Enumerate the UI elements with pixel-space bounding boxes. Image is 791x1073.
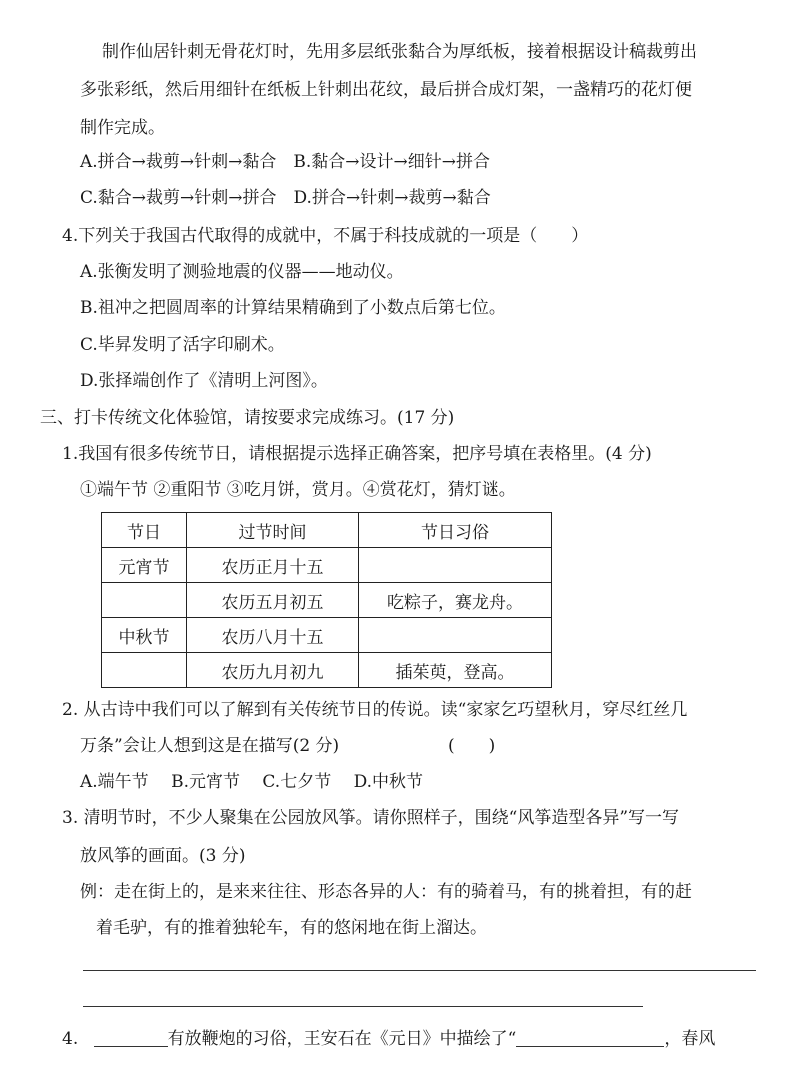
s3-question-4-line <box>62 1028 715 1049</box>
festival-cell-blank[interactable] <box>102 583 187 618</box>
passage-line-1: 制作仙居针刺无骨花灯时，先用多层纸张黏合为厚纸板，接着根据设计稿裁剪出 <box>102 42 697 62</box>
festival-table <box>101 512 552 688</box>
date-cell: 农历九月初九 <box>187 653 359 688</box>
s3-question-1-choices: ①端午节 ②重阳节 ③吃月饼，赏月。④赏花灯，猜灯谜。 <box>80 480 516 500</box>
table-row <box>102 618 552 653</box>
festival-cell: 元宵节 <box>102 548 187 583</box>
table-header-row <box>102 513 552 548</box>
table-header-cell: 节日习俗 <box>359 513 552 548</box>
s3-question-1-stem: 1.我国有很多传统节日，请根据提示选择正确答案，把序号填在表格里。(4 分) <box>62 444 652 464</box>
option-line-cd: C.黏合→裁剪→针刺→拼合 D.拼合→针刺→裁剪→黏合 <box>80 188 491 208</box>
example-line-2: 着毛驴，有的推着独轮车，有的悠闲地在街上溜达。 <box>96 918 487 938</box>
answer-line-2[interactable] <box>83 1006 643 1007</box>
s3-question-4-number: 4. <box>62 1029 79 1049</box>
table-header-cell: 节日 <box>102 513 187 548</box>
question-4-option-d: D.张择端创作了《清明上河图》。 <box>80 371 328 391</box>
fill-blank-1[interactable] <box>94 1028 168 1047</box>
answer-parentheses[interactable]: ( ) <box>448 736 496 756</box>
answer-line-1[interactable] <box>83 970 756 971</box>
s3-question-2-line-2: 万条”会让人想到这是在描写(2 分) <box>80 736 340 756</box>
passage-line-2: 多张彩纸，然后用细针在纸板上针刺出花纹，最后拼合成灯架，一盏精巧的花灯便 <box>80 80 692 100</box>
fill-blank-2[interactable] <box>516 1028 664 1047</box>
custom-cell-blank[interactable] <box>359 618 552 653</box>
festival-cell: 中秋节 <box>102 618 187 653</box>
custom-cell: 插茱萸，登高。 <box>359 653 552 688</box>
s3-question-2-line-1: 2. 从古诗中我们可以了解到有关传统节日的传说。读“家家乞巧望秋月，穿尽红丝几 <box>62 700 688 720</box>
custom-cell-blank[interactable] <box>359 548 552 583</box>
question-4-option-a: A.张衡发明了测验地震的仪器——地动仪。 <box>80 262 404 282</box>
section-3-heading: 三、打卡传统文化体验馆，请按要求完成练习。(17 分) <box>40 408 455 428</box>
table-row <box>102 548 552 583</box>
table-row <box>102 583 552 618</box>
passage-line-3: 制作完成。 <box>80 118 165 138</box>
date-cell: 农历五月初五 <box>187 583 359 618</box>
question-4-stem: 4.下列关于我国古代取得的成就中，不属于科技成就的一项是（ ） <box>62 226 589 246</box>
s3-question-2-options: A.端午节 B.元宵节 C.七夕节 D.中秋节 <box>80 772 424 792</box>
s3-question-4-text-2: ，春风 <box>664 1029 716 1049</box>
question-4-option-b: B.祖冲之把圆周率的计算结果精确到了小数点后第七位。 <box>80 298 506 318</box>
option-line-ab: A.拼合→裁剪→针刺→黏合 B.黏合→设计→细针→拼合 <box>80 152 491 172</box>
date-cell: 农历八月十五 <box>187 618 359 653</box>
s3-question-3-line-1: 3. 清明节时，不少人聚集在公园放风筝。请你照样子，围绕“风筝造型各异”写一写 <box>62 808 680 828</box>
example-line-1: 例：走在街上的，是来来往往、形态各异的人：有的骑着马，有的挑着担，有的赶 <box>80 882 692 902</box>
date-cell: 农历正月十五 <box>187 548 359 583</box>
festival-cell-blank[interactable] <box>102 653 187 688</box>
question-4-option-c: C.毕昇发明了活字印刷术。 <box>80 335 285 355</box>
table-row <box>102 653 552 688</box>
s3-question-3-line-2: 放风筝的画面。(3 分) <box>80 846 246 866</box>
s3-question-4-text-1: 有放鞭炮的习俗，王安石在《元日》中描绘了“ <box>167 1029 517 1049</box>
custom-cell: 吃粽子，赛龙舟。 <box>359 583 552 618</box>
table-header-cell: 过节时间 <box>187 513 359 548</box>
